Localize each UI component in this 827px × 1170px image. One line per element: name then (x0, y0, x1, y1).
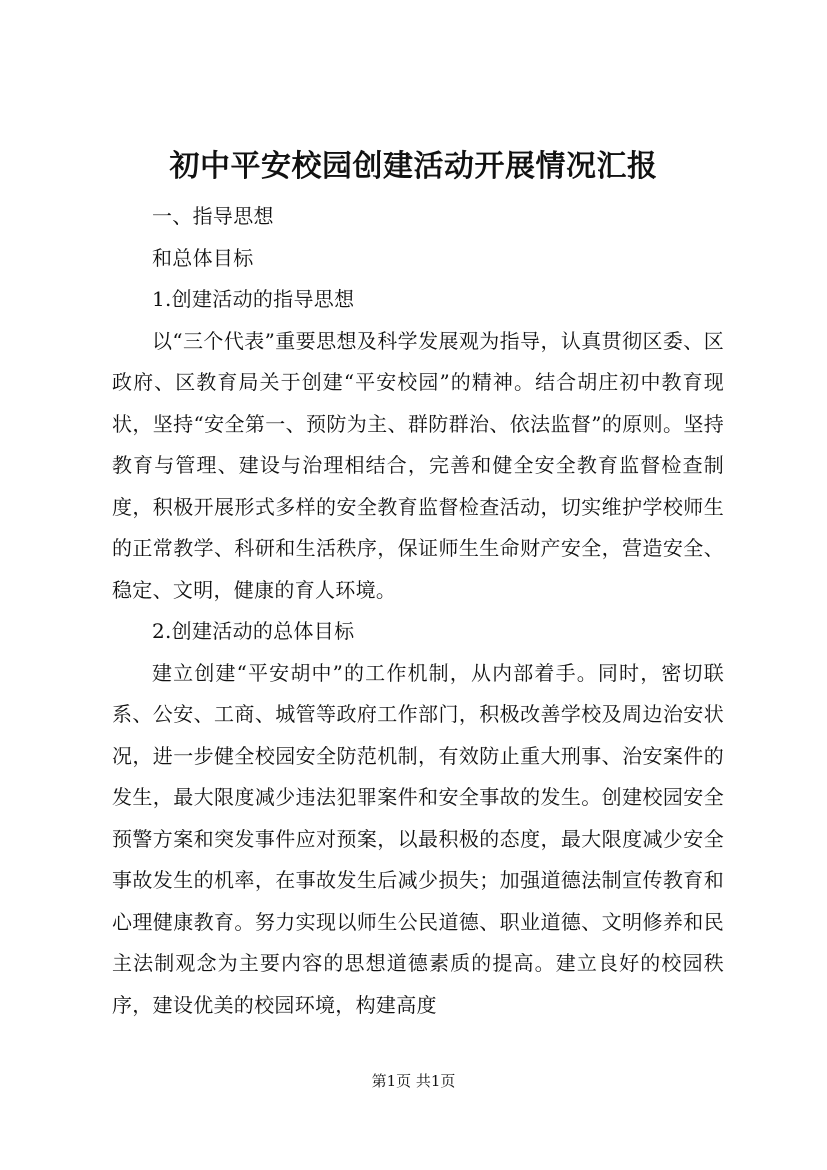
subsection-heading-1: 1.创建活动的指导思想 (152, 287, 355, 311)
page-footer: 第1页 共1页 (371, 1072, 456, 1090)
document-title: 初中平安校园创建活动开展情况汇报 (169, 149, 658, 184)
paragraph-overall-goal: 建立创建“平安胡中”的工作机制，从内部着手。同时，密切联系、公安、工商、城管等政府工作部门，积极改善学校及周边治安状况，进一步健全校园安全防范机制，有效防止重大刑事、治安案件的发生，最大限度减少违法犯罪案件和安全事故的发生。创建校园安全预警方案和突发事件应对预案，以最积极的态度，最大限度减少安全事故发生的机率，在事故发生后减少损失；加强道德法制宣传教育和心理健康教育。努力实现以师生公民道德、职业道德、文明修养和民主法制观念为主要内容的思想道德素质的提高。建立良好的校园秩序，建设优美的校园环境，构建高度 (112, 660, 724, 1017)
section-heading-goals: 和总体目标 (152, 245, 254, 270)
subsection-heading-2: 2.创建活动的总体目标 (152, 619, 355, 643)
paragraph-guiding-thought: 以“三个代表”重要思想及科学发展观为指导，认真贯彻区委、区政府、区教育局关于创建“平安校园”的精神。结合胡庄初中教育现状，坚持“安全第一、预防为主、群防群治、依法监督”的原则。坚持教育与管理、建设与治理相结合，完善和健全安全教育监督检查制度，积极开展形式多样的安全教育监督检查活动，切实维护学校师生的正常教学、科研和生活秩序，保证师生生命财产安全，营造安全、稳定、文明，健康的育人环境。 (112, 328, 724, 602)
document-body (112, 196, 724, 1026)
section-heading-guiding: 一、指导思想 (152, 204, 274, 228)
